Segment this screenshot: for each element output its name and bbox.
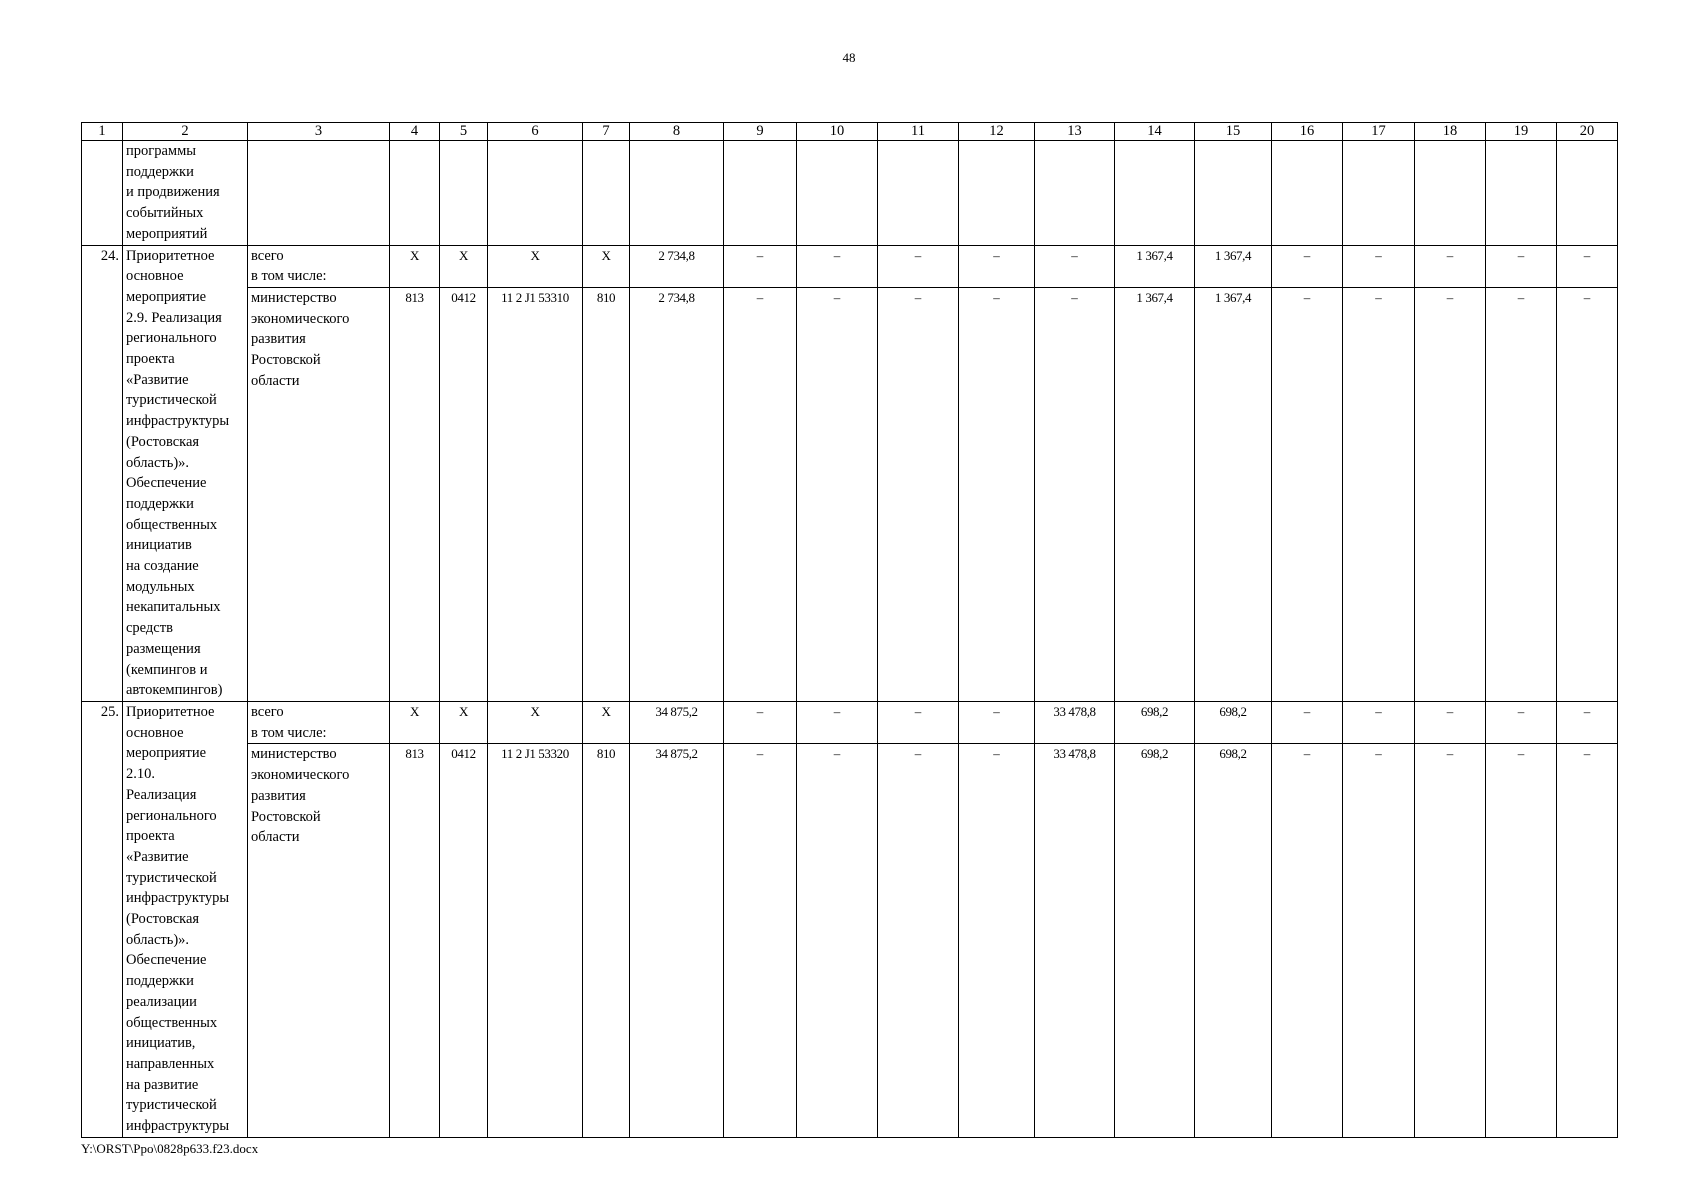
executor-label-cell [248, 701, 390, 743]
column-number: 9 [724, 123, 797, 141]
value-cell: – [724, 245, 797, 287]
value-cell: 810 [583, 287, 630, 701]
value-cell: 2 734,8 [630, 245, 724, 287]
column-number: 16 [1272, 123, 1343, 141]
value-cell: – [1486, 245, 1557, 287]
text-line: Ростовской [251, 352, 321, 369]
row-index-cell: 24. [82, 245, 123, 701]
value-cell: 11 2 J1 53320 [488, 744, 583, 1138]
text-line: инфраструктуры [126, 1118, 230, 1135]
value-cell: – [1557, 245, 1618, 287]
value-cell: – [878, 744, 959, 1138]
column-number: 17 [1343, 123, 1415, 141]
text-line: инфраструктуры [126, 890, 230, 907]
value-cell: – [1557, 744, 1618, 1138]
column-number: 15 [1195, 123, 1272, 141]
text-line: 2.9. Реализация [126, 309, 222, 326]
value-cell: – [724, 744, 797, 1138]
row-executor [82, 287, 1618, 701]
text-line: министерство [251, 289, 337, 306]
text-line: событийных [126, 205, 204, 222]
text-line: Приоритетное [126, 247, 215, 264]
column-number: 5 [440, 123, 488, 141]
text-line: развития [251, 787, 306, 804]
value-cell: 698,2 [1115, 701, 1195, 743]
value-cell: X [390, 245, 440, 287]
column-number: 7 [583, 123, 630, 141]
text-line: регионального [126, 807, 217, 824]
measure-name-cell [123, 245, 248, 701]
value-cell: – [1557, 701, 1618, 743]
text-line: области [251, 829, 300, 846]
text-line: проекта [126, 828, 175, 845]
text-line: Реализация [126, 786, 197, 803]
text-line: всего [251, 247, 284, 264]
value-cell: 1 367,4 [1195, 245, 1272, 287]
text-line: регионального [126, 330, 217, 347]
empty-cell [878, 141, 959, 246]
text-line: область)». [126, 454, 190, 471]
row-index-cell [82, 141, 123, 246]
value-cell: 34 875,2 [630, 744, 724, 1138]
value-cell: – [1272, 287, 1343, 701]
text-line: экономического [251, 767, 350, 784]
value-cell: 698,2 [1115, 744, 1195, 1138]
value-cell: 1 367,4 [1115, 245, 1195, 287]
text-line: программы [126, 143, 196, 159]
text-line: общественных [126, 516, 218, 533]
value-cell: – [1415, 744, 1486, 1138]
value-cell: 33 478,8 [1035, 744, 1115, 1138]
text-line: (Ростовская [126, 911, 200, 928]
value-cell: X [440, 245, 488, 287]
empty-cell [1272, 141, 1343, 246]
text-line: проекта [126, 351, 175, 368]
text-line: и продвижения [126, 184, 220, 201]
text-line: поддержки [126, 163, 194, 180]
budget-table [81, 122, 1618, 1138]
text-line: на развитие [126, 1076, 199, 1093]
value-cell: 810 [583, 744, 630, 1138]
value-cell: – [1035, 245, 1115, 287]
value-cell: – [878, 245, 959, 287]
value-cell: – [1415, 245, 1486, 287]
value-cell: – [1343, 287, 1415, 701]
value-cell: – [878, 287, 959, 701]
text-line: автокемпингов) [126, 682, 223, 699]
text-line: в том числе: [251, 724, 327, 741]
value-cell: – [1272, 701, 1343, 743]
value-cell: – [797, 287, 878, 701]
empty-cell [1415, 141, 1486, 246]
text-line: поддержки [126, 495, 194, 512]
text-line: средств [126, 620, 173, 637]
continuation-row [82, 141, 1618, 246]
value-cell: – [959, 287, 1035, 701]
value-cell: X [488, 245, 583, 287]
text-line: на создание [126, 558, 199, 575]
text-line: направленных [126, 1055, 215, 1072]
text-line: модульных [126, 578, 195, 595]
value-cell: – [1343, 245, 1415, 287]
empty-cell [724, 141, 797, 246]
column-number: 4 [390, 123, 440, 141]
text-line: Обеспечение [126, 475, 207, 492]
header-row [82, 123, 1618, 141]
value-cell: – [959, 245, 1035, 287]
text-line: область)». [126, 931, 190, 948]
text-line: Обеспечение [126, 952, 207, 969]
column-number: 1 [82, 123, 123, 141]
empty-cell [1195, 141, 1272, 246]
text-line: основное [126, 724, 184, 741]
value-cell: – [797, 245, 878, 287]
value-cell: – [1343, 701, 1415, 743]
row-total [82, 701, 1618, 743]
text-line: размещения [126, 640, 201, 657]
text-line: развития [251, 331, 306, 348]
value-cell: X [488, 701, 583, 743]
value-cell: X [440, 701, 488, 743]
empty-cell [1486, 141, 1557, 246]
value-cell: – [878, 701, 959, 743]
column-number: 13 [1035, 123, 1115, 141]
row-executor [82, 744, 1618, 1138]
column-number: 18 [1415, 123, 1486, 141]
value-cell: – [1343, 744, 1415, 1138]
empty-cell [630, 141, 724, 246]
empty-cell [583, 141, 630, 246]
text-line: основное [126, 268, 184, 285]
text-line: инициатив [126, 537, 192, 554]
value-cell: 1 367,4 [1115, 287, 1195, 701]
text-line: «Развитие [126, 371, 189, 388]
empty-cell [488, 141, 583, 246]
column-number: 3 [248, 123, 390, 141]
empty-cell [1557, 141, 1618, 246]
column-number: 10 [797, 123, 878, 141]
value-cell: – [724, 287, 797, 701]
text-line: Ростовской [251, 808, 321, 825]
text-line: 2.10. [126, 766, 155, 783]
value-cell: – [797, 701, 878, 743]
value-cell: 34 875,2 [630, 701, 724, 743]
column-number: 6 [488, 123, 583, 141]
value-cell: – [797, 744, 878, 1138]
text-line: туристической [126, 392, 217, 409]
text-line: в том числе: [251, 268, 327, 285]
text-line: туристической [126, 869, 217, 886]
text-line: мероприятий [126, 225, 208, 242]
value-cell: – [1415, 287, 1486, 701]
executor-label-cell [248, 245, 390, 287]
empty-cell [959, 141, 1035, 246]
text-line: некапитальных [126, 599, 221, 616]
value-cell: X [583, 701, 630, 743]
measure-name-cell [123, 701, 248, 1137]
value-cell: – [1272, 245, 1343, 287]
empty-cell [1115, 141, 1195, 246]
empty-cell [440, 141, 488, 246]
text-line: инициатив, [126, 1035, 196, 1052]
column-number: 8 [630, 123, 724, 141]
value-cell: 33 478,8 [1035, 701, 1115, 743]
value-cell: – [1486, 744, 1557, 1138]
empty-cell [1035, 141, 1115, 246]
text-line: мероприятие [126, 745, 207, 762]
value-cell: 2 734,8 [630, 287, 724, 701]
column-number: 14 [1115, 123, 1195, 141]
text-line: (Ростовская [126, 433, 200, 450]
value-cell: 698,2 [1195, 744, 1272, 1138]
value-cell: – [1557, 287, 1618, 701]
column-number: 2 [123, 123, 248, 141]
value-cell: – [1415, 701, 1486, 743]
value-cell: X [390, 701, 440, 743]
executor-label-cell [248, 287, 390, 701]
empty-cell [390, 141, 440, 246]
text-line: всего [251, 703, 284, 720]
value-cell: 698,2 [1195, 701, 1272, 743]
text-line: министерство [251, 746, 337, 763]
value-cell: 813 [390, 287, 440, 701]
value-cell: 11 2 J1 53310 [488, 287, 583, 701]
value-cell: – [959, 744, 1035, 1138]
value-cell: 813 [390, 744, 440, 1138]
text-line: Приоритетное [126, 703, 215, 720]
file-path-footer: Y:\ORST\Ppo\0828p633.f23.docx [81, 1141, 259, 1156]
value-cell: – [1486, 701, 1557, 743]
value-cell: – [959, 701, 1035, 743]
text-line: области [251, 372, 300, 389]
text-line: инфраструктуры [126, 413, 230, 430]
value-cell: 0412 [440, 287, 488, 701]
executor-label-cell [248, 744, 390, 1138]
measure-name-cell [123, 141, 248, 246]
text-line: поддержки [126, 973, 194, 990]
text-line: туристической [126, 1097, 217, 1114]
value-cell: 0412 [440, 744, 488, 1138]
row-index-cell: 25. [82, 701, 123, 1137]
column-number: 19 [1486, 123, 1557, 141]
text-line: экономического [251, 310, 350, 327]
value-cell: – [1035, 287, 1115, 701]
column-number: 20 [1557, 123, 1618, 141]
text-line: «Развитие [126, 848, 189, 865]
page-number: 48 [842, 50, 856, 65]
text-line: общественных [126, 1014, 218, 1031]
text-line: реализации [126, 993, 197, 1010]
text-line: (кемпингов и [126, 661, 208, 678]
text-line: мероприятие [126, 288, 207, 305]
value-cell: – [724, 701, 797, 743]
empty-cell [797, 141, 878, 246]
column-number: 11 [878, 123, 959, 141]
column-number: 12 [959, 123, 1035, 141]
row-total [82, 245, 1618, 287]
value-cell: 1 367,4 [1195, 287, 1272, 701]
value-cell: – [1272, 744, 1343, 1138]
value-cell: – [1486, 287, 1557, 701]
empty-cell [1343, 141, 1415, 246]
empty-cell [248, 141, 390, 246]
value-cell: X [583, 245, 630, 287]
